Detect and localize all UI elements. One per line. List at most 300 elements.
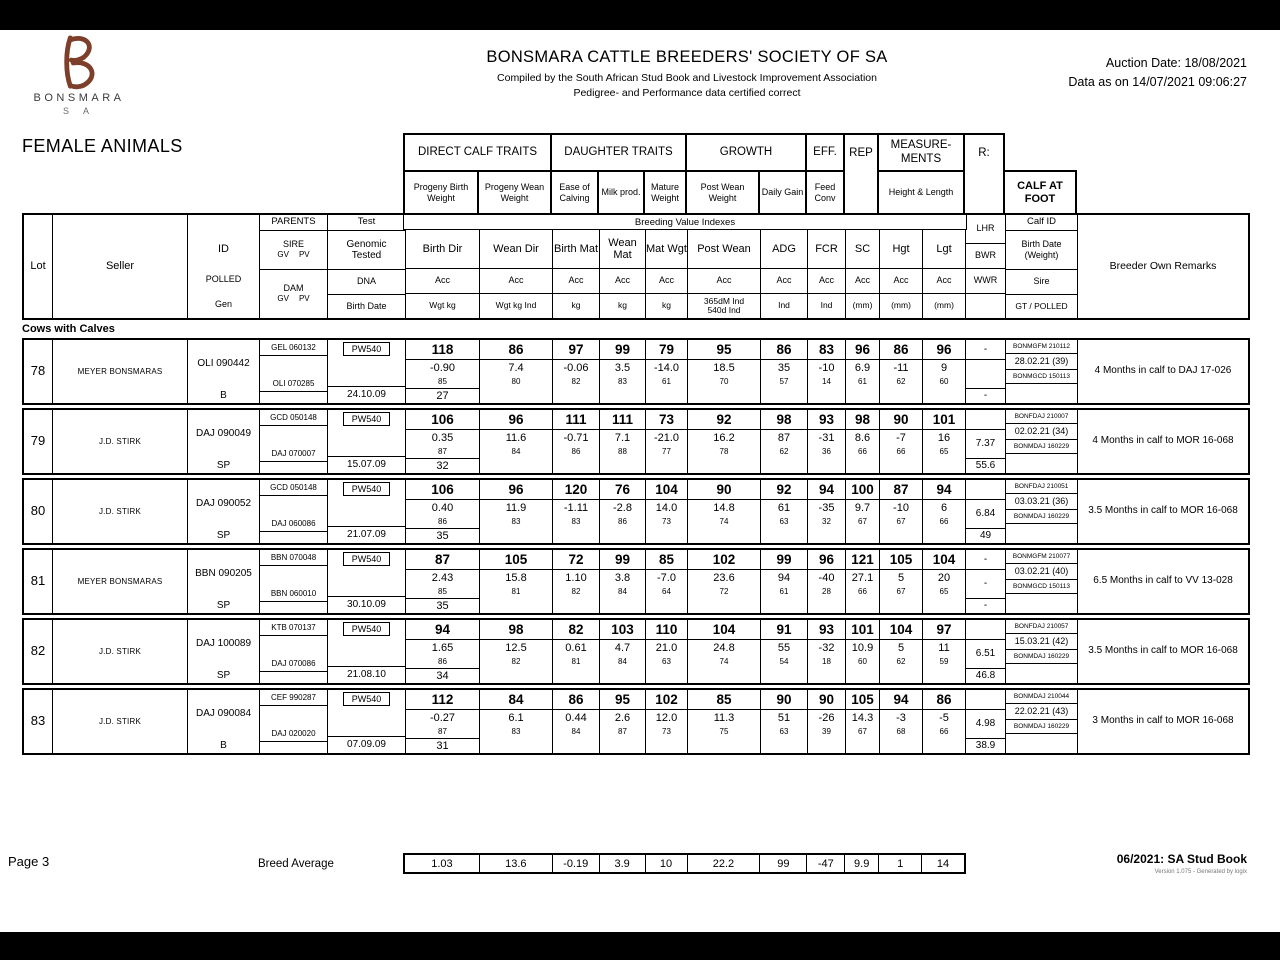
weight-kg-value	[808, 598, 845, 613]
index-value: 94	[808, 480, 845, 500]
breeding-value: 21.0	[655, 641, 678, 654]
bv-cell	[405, 620, 479, 683]
col-header-genomic-tested: Genomic Tested	[328, 231, 405, 270]
bv-cell	[645, 550, 687, 613]
index-value: 98	[761, 410, 807, 430]
bv-cell	[552, 620, 599, 683]
index-value: 96	[846, 340, 879, 360]
seller-name: J.D. STIRK	[52, 410, 187, 473]
calf-cell	[1005, 690, 1077, 753]
bwr-value: 7.37	[966, 430, 1005, 459]
seller-name: J.D. STIRK	[52, 690, 187, 753]
accuracy-value: 65	[939, 447, 949, 457]
bv-cell	[922, 620, 965, 683]
wwr-value: 55.6	[975, 460, 996, 472]
group-direct-calf-traits: DIRECT CALF TRAITS	[403, 133, 552, 172]
index-value: 121	[846, 550, 879, 570]
animal-id: DAJ 090084	[195, 708, 252, 720]
weight-kg-value	[553, 458, 599, 473]
accuracy-value: 86	[571, 447, 581, 457]
lot-number: 78	[30, 363, 46, 379]
lhr-value	[966, 410, 1005, 430]
generation-code: SP	[216, 459, 231, 471]
accuracy-value: 87	[438, 727, 447, 737]
bv-col-unit: kg	[618, 300, 627, 311]
breeding-value-indexes-label: Breeding Value Indexes	[403, 215, 967, 230]
acc-label: Acc	[808, 269, 845, 294]
bv-col-unit: (mm)	[891, 300, 911, 311]
index-value: 98	[480, 620, 552, 640]
index-value: 105	[480, 550, 552, 570]
page-heading: FEMALE ANIMALS	[22, 136, 183, 156]
accuracy-value: 39	[822, 727, 831, 737]
breeder-remarks: 3.5 Months in calf to MOR 16-068	[1077, 480, 1248, 543]
index-value: 90	[761, 690, 807, 710]
calf-cell	[1005, 620, 1077, 683]
breeding-value: -0.27	[429, 711, 456, 724]
breeding-value: 24.8	[713, 641, 735, 654]
bv-cell	[479, 410, 552, 473]
bv-col-name: FCR	[808, 230, 845, 269]
bv-cell	[552, 410, 599, 473]
accuracy-value: 63	[662, 657, 671, 667]
generation-code: SP	[216, 529, 231, 541]
breeding-value: 3.8	[614, 571, 631, 584]
weight-kg-value	[553, 528, 599, 543]
calf-birth-weight: 03.02.21 (40)	[1006, 564, 1077, 580]
weight-kg-value	[688, 598, 760, 613]
subhead-post-wean-weight: Post Wean Weight	[685, 170, 760, 215]
bwr-value: 6.84	[966, 500, 1005, 529]
dam-id: DAJ 070007	[260, 447, 327, 462]
seller-name: J.D. STIRK	[52, 480, 187, 543]
test-cell	[327, 550, 405, 613]
bv-col-name: Hgt	[880, 230, 922, 269]
birth-date: 30.10.09	[328, 596, 405, 613]
col-header-calf-id: Calf ID	[1006, 215, 1077, 231]
lot-row	[22, 338, 1250, 405]
accuracy-value: 65	[939, 587, 949, 597]
index-value: 93	[808, 410, 845, 430]
bv-col-unit: Ind	[778, 300, 790, 311]
sire-id: CEF 990287	[260, 690, 327, 706]
accuracy-value: 57	[779, 377, 789, 387]
acc-label: Acc	[553, 269, 599, 294]
animal-id: DAJ 090052	[195, 498, 252, 510]
acc-label: Acc	[688, 269, 760, 294]
weight-kg-value: 35	[406, 598, 479, 613]
index-value: 92	[688, 410, 760, 430]
acc-label: Acc	[480, 269, 552, 294]
subhead-mature-weight: Mature Weight	[643, 170, 687, 215]
weight-kg-value	[846, 528, 879, 543]
breeding-value: 11.3	[713, 711, 735, 724]
weight-kg-value: 34	[406, 668, 479, 683]
index-value: 79	[646, 340, 687, 360]
accuracy-value: 86	[438, 657, 447, 667]
breeding-value: 9.7	[854, 501, 871, 514]
bv-cell	[845, 480, 879, 543]
weight-kg-value	[480, 458, 552, 473]
acc-label: Acc	[406, 269, 479, 294]
weight-kg-value	[553, 598, 599, 613]
bv-cell	[405, 690, 479, 753]
birth-date: 07.09.09	[328, 736, 405, 753]
lot-rows-container	[22, 338, 1250, 758]
calf-sire: BONMDAJ 160229	[1006, 440, 1077, 454]
bv-col-unit: Ind	[820, 300, 833, 311]
col-header-wwr: WWR	[966, 269, 1005, 294]
auction-date: Auction Date: 18/08/2021	[1105, 56, 1247, 70]
parents-cell	[259, 620, 327, 683]
bv-cell	[879, 480, 922, 543]
breeding-value: -3	[896, 711, 906, 724]
animal-id: OLI 090442	[197, 358, 250, 370]
col-header-test: Test	[328, 215, 405, 231]
bv-column-header	[405, 215, 479, 318]
weight-kg-value	[646, 598, 687, 613]
bv-cell	[807, 690, 845, 753]
parents-cell	[259, 690, 327, 753]
calf-birth-weight: 28.02.21 (39)	[1006, 354, 1077, 370]
bv-column-header	[922, 215, 965, 318]
breeder-remarks: 4 Months in calf to MOR 16-068	[1077, 410, 1248, 473]
breeding-value: 23.6	[713, 571, 735, 584]
lot-number: 79	[30, 433, 46, 449]
bv-column-header	[845, 215, 879, 318]
breeding-value: -0.06	[563, 361, 589, 374]
calf-id: BONFDAJ 210057	[1006, 620, 1077, 634]
index-value: 96	[808, 550, 845, 570]
bv-col-unit: 365dM Ind 540d Ind	[703, 295, 745, 315]
document-certification: Pedigree- and Performance data certified correct	[573, 87, 801, 99]
data-as-on: Data as on 14/07/2021 09:06:27	[1068, 74, 1247, 89]
accuracy-value: 60	[858, 657, 867, 667]
breeding-value: -10	[893, 501, 909, 514]
bv-col-unit: kg	[662, 300, 671, 311]
col-header-birth-date: Birth Date	[346, 300, 387, 311]
weight-kg-value	[600, 598, 645, 613]
index-value: 86	[553, 690, 599, 710]
bv-cell	[645, 480, 687, 543]
bv-cell	[552, 480, 599, 543]
seller-name: J.D. STIRK	[52, 620, 187, 683]
bv-cell	[552, 690, 599, 753]
bv-col-name: Mat Wgt	[646, 230, 687, 269]
col-header-dam: DAM GV PV	[277, 283, 310, 304]
id-cell	[187, 620, 259, 683]
bwr-value: 4.98	[966, 710, 1005, 739]
lot-row	[22, 548, 1250, 615]
breeding-value: 35	[777, 361, 791, 374]
ratio-cell	[965, 480, 1005, 543]
ratio-cell	[965, 620, 1005, 683]
col-header-bwr: BWR	[966, 244, 1005, 269]
index-value: 96	[480, 480, 552, 500]
id-cell	[187, 550, 259, 613]
index-value: 112	[406, 690, 479, 710]
lot-number: 83	[30, 713, 46, 729]
col-header-polled: POLLED	[205, 274, 242, 285]
accuracy-value: 82	[571, 587, 581, 597]
accuracy-value: 70	[719, 377, 729, 387]
bv-cell	[922, 480, 965, 543]
index-value: 106	[406, 480, 479, 500]
animal-id: DAJ 090049	[195, 428, 252, 440]
index-value: 100	[846, 480, 879, 500]
accuracy-value: 66	[858, 447, 867, 457]
weight-kg-value	[880, 528, 922, 543]
bv-cell	[922, 410, 965, 473]
group-ratio: R:	[963, 133, 1005, 215]
accuracy-value: 61	[858, 377, 867, 387]
breeding-value: -14.0	[653, 361, 680, 374]
accuracy-value: 84	[618, 587, 627, 597]
bv-cell	[922, 690, 965, 753]
lot-row	[22, 408, 1250, 475]
breeding-value: 87	[777, 431, 791, 444]
breed-average-value: 9.9	[844, 855, 878, 872]
subhead-daily-gain: Daily Gain	[758, 170, 807, 215]
breeding-value: 12.0	[655, 711, 678, 724]
bwr-value	[966, 360, 1005, 389]
weight-kg-value	[880, 458, 922, 473]
generation-code: B	[220, 739, 227, 751]
col-header-gen: Gen	[214, 299, 232, 310]
col-header-lot: Lot	[30, 260, 46, 273]
bv-cell	[645, 620, 687, 683]
bv-cell	[645, 410, 687, 473]
weight-kg-value	[846, 668, 879, 683]
genomic-test-label: PW540	[343, 342, 391, 356]
document-page	[0, 30, 1280, 932]
weight-kg-value	[480, 598, 552, 613]
breeding-value: 15.8	[505, 571, 527, 584]
bv-cell	[479, 480, 552, 543]
weight-kg-value	[808, 738, 845, 753]
bv-col-unit: (mm)	[934, 300, 954, 311]
id-cell	[187, 410, 259, 473]
bv-cell	[479, 550, 552, 613]
breeding-value: -1.11	[563, 501, 589, 514]
breeding-value: -35	[818, 501, 835, 514]
accuracy-value: 67	[896, 587, 906, 597]
index-value: 86	[923, 690, 965, 710]
bv-col-name: Lgt	[923, 230, 965, 269]
index-value: 99	[761, 550, 807, 570]
test-cell	[327, 690, 405, 753]
bv-cell	[405, 550, 479, 613]
accuracy-value: 62	[896, 377, 906, 387]
weight-kg-value	[480, 528, 552, 543]
accuracy-value: 60	[939, 377, 949, 387]
bv-cell	[922, 340, 965, 403]
dam-id: DAJ 020020	[260, 727, 327, 742]
index-value: 101	[923, 410, 965, 430]
seller-name: MEYER BONSMARAS	[52, 340, 187, 403]
bv-cell	[687, 340, 760, 403]
bv-col-name: Birth Dir	[406, 230, 479, 269]
acc-label: Acc	[880, 269, 922, 294]
index-value: 94	[406, 620, 479, 640]
weight-kg-value	[761, 388, 807, 403]
accuracy-value: 83	[571, 517, 581, 527]
bv-cell	[807, 410, 845, 473]
sire-id: KTB 070137	[260, 620, 327, 636]
accuracy-value: 63	[779, 727, 789, 737]
weight-kg-value	[923, 598, 965, 613]
bv-col-name: Birth Mat	[553, 230, 599, 269]
breeding-value: 5	[897, 571, 905, 584]
accuracy-value: 59	[939, 657, 949, 667]
section-label: Cows with Calves	[22, 323, 115, 335]
index-value: 120	[553, 480, 599, 500]
bv-column-header	[552, 215, 599, 318]
weight-kg-value	[600, 528, 645, 543]
index-value: 87	[880, 480, 922, 500]
bv-col-name: SC	[846, 230, 879, 269]
index-value: 85	[688, 690, 760, 710]
lhr-value	[966, 690, 1005, 710]
weight-kg-value	[553, 738, 599, 753]
bv-cell	[599, 550, 645, 613]
weight-kg-value	[880, 598, 922, 613]
breeder-remarks: 6.5 Months in calf to VV 13-028	[1077, 550, 1248, 613]
breed-average-row	[403, 853, 966, 874]
calf-cell	[1005, 480, 1077, 543]
page-number: Page 3	[8, 854, 50, 869]
col-header-parents: PARENTS	[260, 215, 327, 231]
weight-kg-value	[808, 528, 845, 543]
index-value: 97	[923, 620, 965, 640]
document-title: BONSMARA CATTLE BREEDERS' SOCIETY OF SA	[486, 48, 888, 66]
ratio-cell	[965, 340, 1005, 403]
breeder-remarks: 3.5 Months in calf to MOR 16-068	[1077, 620, 1248, 683]
bv-col-unit: kg	[571, 300, 581, 311]
breeding-value: -0.90	[429, 361, 456, 374]
weight-kg-value	[688, 668, 760, 683]
calf-cell	[1005, 340, 1077, 403]
breeder-remarks: 4 Months in calf to DAJ 17-026	[1077, 340, 1248, 403]
accuracy-value: 85	[438, 377, 447, 387]
bv-cell	[405, 480, 479, 543]
index-value: 91	[761, 620, 807, 640]
bv-cell	[760, 620, 807, 683]
bv-cell	[879, 620, 922, 683]
weight-kg-value	[880, 668, 922, 683]
weight-kg-value: 32	[406, 458, 479, 473]
parents-cell	[259, 410, 327, 473]
index-value: 73	[646, 410, 687, 430]
bv-cell	[405, 340, 479, 403]
breeder-remarks: 3 Months in calf to MOR 16-068	[1077, 690, 1248, 753]
bv-cell	[599, 690, 645, 753]
weight-kg-value	[553, 668, 599, 683]
col-header-dna: DNA	[328, 270, 405, 295]
weight-kg-value	[923, 738, 965, 753]
bv-cell	[807, 480, 845, 543]
bv-column-header	[760, 215, 807, 318]
calf-birth-weight: 22.02.21 (43)	[1006, 704, 1077, 720]
breeding-value: 7.1	[614, 431, 631, 444]
breed-average-value: 22.2	[687, 855, 760, 872]
animal-id: DAJ 100089	[195, 638, 252, 650]
weight-kg-value	[600, 738, 645, 753]
weight-kg-value	[761, 458, 807, 473]
lhr-value: -	[966, 340, 1005, 360]
bv-cell	[552, 340, 599, 403]
weight-kg-value	[923, 668, 965, 683]
calf-id: BONMGFM 210077	[1006, 550, 1077, 564]
breed-average-value: 99	[759, 855, 806, 872]
accuracy-value: 61	[779, 587, 789, 597]
index-value: 110	[646, 620, 687, 640]
bv-cell	[807, 620, 845, 683]
breeding-value: 27.1	[851, 571, 874, 584]
weight-kg-value	[846, 458, 879, 473]
parents-cell	[259, 550, 327, 613]
weight-kg-value	[600, 388, 645, 403]
top-letterbox-bar	[0, 0, 1280, 30]
genomic-test-label: PW540	[343, 692, 391, 706]
accuracy-value: 66	[939, 727, 949, 737]
calf-sire: BONMGCD 150113	[1006, 580, 1077, 594]
lhr-value	[966, 620, 1005, 640]
index-value: 86	[761, 340, 807, 360]
breed-average-label: Breed Average	[258, 858, 334, 870]
col-header-calf-group	[1005, 215, 1077, 318]
accuracy-value: 83	[511, 517, 521, 527]
bv-col-unit: (mm)	[852, 300, 873, 311]
index-value: 111	[553, 410, 599, 430]
breeding-value: -32	[818, 641, 835, 654]
test-cell	[327, 340, 405, 403]
index-value: 104	[880, 620, 922, 640]
bv-cell	[687, 620, 760, 683]
bwr-value: -	[966, 570, 1005, 599]
bv-cell	[687, 550, 760, 613]
seller-name: MEYER BONSMARAS	[52, 550, 187, 613]
weight-kg-value	[761, 668, 807, 683]
bv-cell	[599, 620, 645, 683]
group-rep: REP	[843, 133, 879, 215]
col-header-test-group	[327, 215, 405, 318]
bv-cell	[807, 550, 845, 613]
index-value: 102	[688, 550, 760, 570]
accuracy-value: 62	[779, 447, 789, 457]
lot-row	[22, 688, 1250, 755]
accuracy-value: 66	[858, 587, 867, 597]
col-header-ratio-group	[965, 215, 1005, 318]
accuracy-value: 84	[618, 657, 627, 667]
bv-cell	[599, 340, 645, 403]
col-header-calf-birth: Birth Date (Weight)	[1006, 231, 1077, 270]
subhead-ease-of-calving: Ease of Calving	[550, 170, 599, 215]
breed-average-value: -0.19	[552, 855, 599, 872]
index-value: 90	[688, 480, 760, 500]
generation-code: B	[220, 389, 227, 401]
sire-id: GCD 050148	[260, 410, 327, 426]
accuracy-value: 54	[779, 657, 789, 667]
calf-birth-weight: 02.02.21 (34)	[1006, 424, 1077, 440]
breeding-value: -5	[939, 711, 949, 724]
calf-sire: BONMDAJ 160229	[1006, 650, 1077, 664]
breeding-value: 2.6	[614, 711, 631, 724]
index-value: 99	[600, 340, 645, 360]
accuracy-value: 67	[858, 727, 867, 737]
birth-date: 21.07.09	[328, 526, 405, 543]
dam-id: DAJ 060086	[260, 517, 327, 532]
